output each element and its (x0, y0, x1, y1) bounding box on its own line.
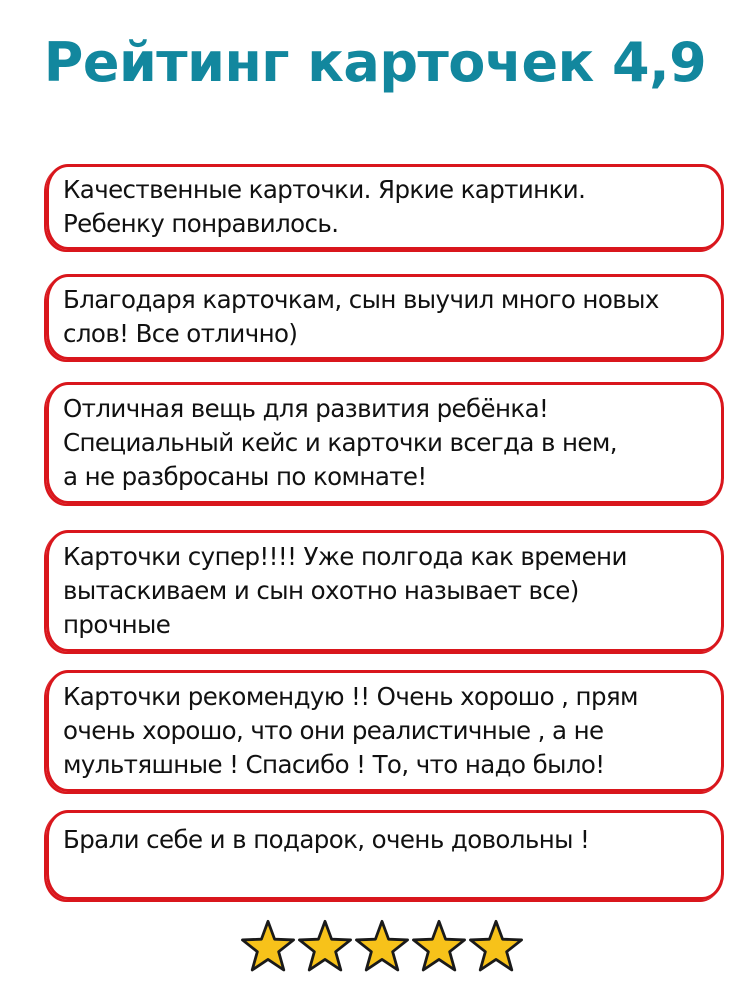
star-icon (411, 918, 467, 974)
star-shape (356, 921, 407, 970)
review-card (46, 810, 724, 900)
star-icon (354, 918, 410, 974)
rating-stars (240, 918, 524, 974)
review-text: Благодаря карточкам, сын выучил много новых слов! Все отлично) (63, 285, 659, 348)
review-card (46, 382, 724, 504)
star-shape (242, 921, 293, 970)
star-icon (240, 918, 296, 974)
review-text: Брали себе и в подарок, очень довольны ! (63, 825, 590, 854)
review-card (46, 164, 724, 250)
review-text: Качественные карточки. Яркие картинки. Ребенку понравилось. (63, 175, 586, 238)
review-card (46, 530, 724, 652)
review-card (46, 670, 724, 792)
review-text: Отличная вещь для развития ребёнка! Специальный кейс и карточки всегда в нем, а не разбросаны по комнате! (63, 394, 617, 491)
page-title: Рейтинг карточек 4,9 (43, 31, 707, 94)
star-shape (413, 921, 464, 970)
star-shape (470, 921, 521, 970)
review-text: Карточки супер!!!! Уже полгода как времени вытаскиваем и сын охотно называет все) прочные (63, 542, 627, 639)
review-card (46, 274, 724, 360)
star-icon (297, 918, 353, 974)
review-text: Карточки рекомендую !! Очень хорошо , прям очень хорошо, что они реалистичные , а не мультяшные ! Спасибо ! То, что надо было! (63, 682, 638, 779)
star-shape (299, 921, 350, 970)
star-icon (468, 918, 524, 974)
